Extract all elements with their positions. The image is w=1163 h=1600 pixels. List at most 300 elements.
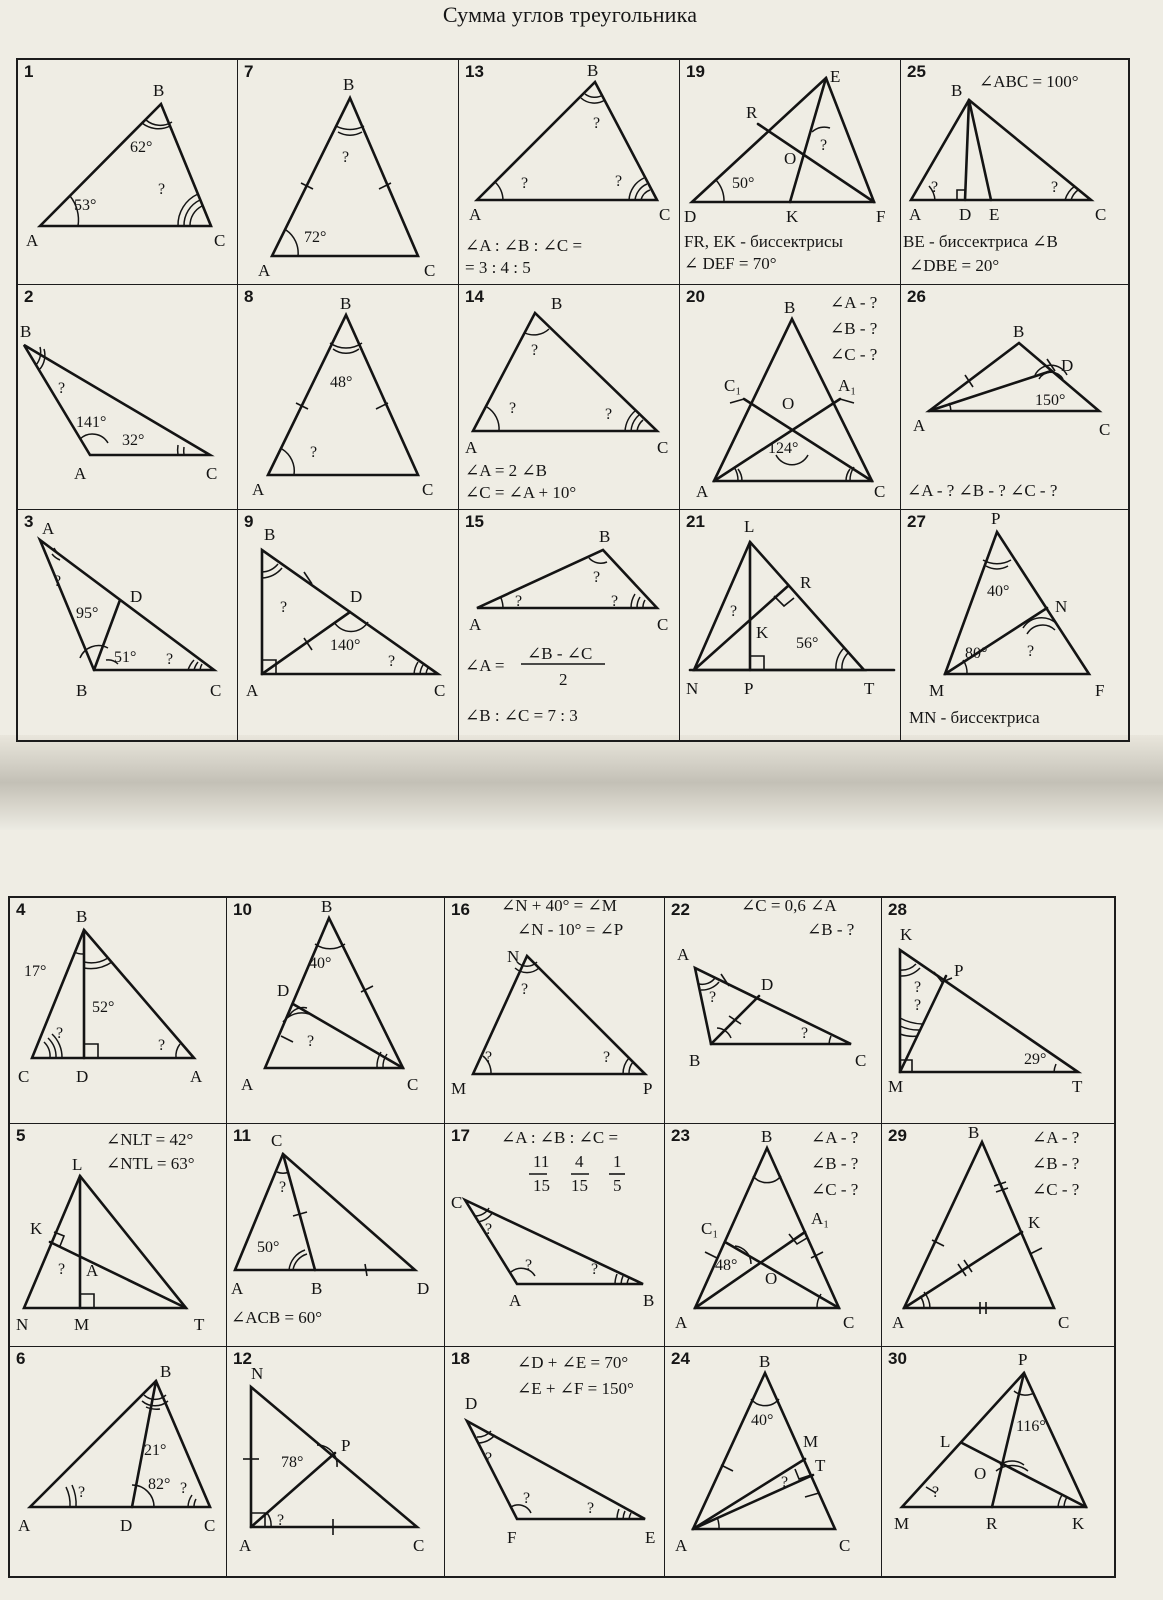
vertex-label: C: [1095, 205, 1107, 224]
vertex-label: P: [954, 961, 964, 980]
vertex-label: C: [451, 1193, 463, 1212]
vertex-label: C: [206, 464, 218, 483]
problem-number: 7: [244, 62, 254, 81]
condition-text: ∠C = 0,6 ∠A: [741, 898, 837, 915]
problem-13: [459, 60, 680, 285]
angle-label: ?: [485, 1049, 493, 1066]
vertex-label: B: [761, 1127, 773, 1146]
condition-text: 5: [613, 1176, 622, 1195]
angle-label: ?: [615, 173, 623, 190]
vertex-label: A: [231, 1279, 244, 1298]
vertex-label: L: [72, 1155, 83, 1174]
triangle-diagram: [10, 898, 226, 1123]
condition-text: MN - биссектриса: [909, 708, 1040, 727]
condition-text: ∠A : ∠B : ∠C =: [465, 236, 583, 255]
condition-text: ∠A - ?: [811, 1128, 859, 1147]
triangle-diagram: [238, 510, 458, 740]
vertex-label: C: [657, 615, 669, 634]
condition-text: ∠B - ∠C: [527, 644, 593, 663]
problem-number: 11: [233, 1126, 251, 1145]
vertex-label: C: [424, 261, 436, 280]
angle-label: ?: [78, 1484, 86, 1501]
vertex-label: P: [341, 1436, 351, 1455]
vertex-label: A₁: [811, 1209, 830, 1228]
problem-1: [18, 60, 238, 285]
vertex-label: B: [264, 525, 276, 544]
vertex-label: B: [968, 1124, 980, 1142]
vertex-label: D: [417, 1279, 430, 1298]
vertex-label: R: [746, 103, 758, 122]
problem-22: [665, 898, 882, 1124]
condition-text: ∠ABC = 100°: [979, 72, 1079, 91]
vertex-label: B: [160, 1362, 172, 1381]
vertex-label: K: [786, 207, 799, 226]
vertex-label: A: [892, 1313, 905, 1332]
angle-label: 116°: [1016, 1418, 1046, 1435]
problem-number: 21: [686, 512, 705, 531]
condition-text: ∠N - 10° = ∠P: [517, 920, 624, 939]
vertex-label: K: [900, 925, 913, 944]
vertex-label: B: [551, 294, 563, 313]
angle-label: ?: [515, 593, 523, 610]
angle-label: ?: [931, 179, 939, 196]
vertex-label: B: [343, 75, 355, 94]
angle-label: 124°: [768, 440, 799, 457]
vertex-label: B: [759, 1352, 771, 1371]
vertex-label: C: [1099, 420, 1111, 439]
condition-text: 4: [575, 1152, 584, 1171]
problem-11: [227, 1124, 445, 1347]
triangle-diagram: [227, 1347, 444, 1576]
vertex-label: B: [153, 81, 165, 100]
vertex-label: T: [864, 679, 875, 698]
triangle-diagram: [238, 60, 458, 284]
problem-16: [445, 898, 665, 1124]
vertex-label: C: [874, 482, 886, 501]
vertex-label: A: [509, 1291, 522, 1310]
angle-label: ?: [56, 1025, 64, 1042]
angle-label: 48°: [715, 1257, 738, 1274]
condition-text: ∠E + ∠F = 150°: [517, 1379, 634, 1398]
angle-label: ?: [277, 1512, 285, 1529]
vertex-label: A: [909, 205, 922, 224]
angle-label: ?: [914, 997, 922, 1014]
condition-text: ∠B - ?: [830, 319, 878, 338]
vertex-label: K: [30, 1219, 43, 1238]
vertex-label: B: [76, 681, 88, 700]
vertex-label: A: [252, 480, 265, 499]
triangle-diagram: [882, 898, 1114, 1123]
vertex-label: C: [434, 681, 446, 700]
vertex-label: C: [855, 1051, 867, 1070]
condition-text: ∠NLT = 42°: [106, 1130, 194, 1149]
condition-text: ∠C - ?: [1032, 1180, 1080, 1199]
triangle-diagram: [18, 285, 237, 509]
vertex-label: C: [413, 1536, 425, 1555]
condition-text: 2: [559, 670, 568, 689]
triangle-diagram: [227, 898, 444, 1123]
problem-number: 28: [888, 900, 907, 919]
problem-number: 17: [451, 1126, 470, 1145]
problem-number: 23: [671, 1126, 690, 1145]
angle-label: 72°: [304, 229, 327, 246]
vertex-label: A: [74, 464, 87, 483]
problem-17: [445, 1124, 665, 1347]
angle-label: ?: [279, 1179, 287, 1196]
problem-9: [238, 510, 459, 740]
angle-label: ?: [58, 380, 66, 397]
triangle-diagram: [10, 1347, 226, 1576]
vertex-label: N: [1055, 597, 1068, 616]
condition-text: ∠ACB = 60°: [231, 1308, 323, 1327]
vertex-label: B: [951, 81, 963, 100]
vertex-label: C: [204, 1516, 216, 1535]
vertex-label: A₁: [838, 376, 857, 395]
vertex-label: E: [989, 205, 1000, 224]
angle-label: ?: [603, 1049, 611, 1066]
condition-text: 15: [571, 1176, 588, 1195]
angle-label: ?: [485, 1221, 493, 1238]
vertex-label: B: [689, 1051, 701, 1070]
problem-29: [882, 1124, 1114, 1347]
vertex-label: L: [744, 517, 755, 536]
condition-text: ∠B - ?: [1032, 1154, 1080, 1173]
condition-text: 11: [533, 1152, 550, 1171]
condition-text: ∠B - ?: [811, 1154, 859, 1173]
condition-text: ∠DBE = 20°: [909, 256, 1000, 275]
triangle-diagram: [901, 285, 1128, 509]
vertex-label: N: [16, 1315, 29, 1334]
angle-label: ?: [591, 1261, 599, 1278]
vertex-label: A: [239, 1536, 252, 1555]
triangle-diagram: [445, 1124, 664, 1346]
condition-text: ∠ DEF = 70°: [684, 254, 777, 273]
triangle-diagram: [882, 1347, 1114, 1576]
angle-label: ?: [521, 175, 529, 192]
condition-text: ∠A =: [465, 656, 505, 675]
page-fold-shadow: [0, 735, 1163, 830]
angle-label: ?: [180, 1480, 188, 1497]
vertex-label: B: [587, 61, 599, 80]
angle-label: ?: [166, 651, 174, 668]
vertex-label: A: [241, 1075, 254, 1094]
problem-number: 2: [24, 287, 34, 306]
problem-12: [227, 1347, 445, 1576]
vertex-label: E: [645, 1528, 656, 1547]
vertex-label: A: [913, 416, 926, 435]
angle-label: 140°: [330, 637, 361, 654]
condition-text: ∠C - ?: [811, 1180, 859, 1199]
vertex-label: F: [1095, 681, 1105, 700]
vertex-label: F: [507, 1528, 517, 1547]
angle-label: ?: [388, 653, 396, 670]
vertex-label: M: [929, 681, 945, 700]
angle-label: ?: [54, 573, 62, 590]
problem-number: 25: [907, 62, 926, 81]
angle-label: ?: [342, 149, 350, 166]
problem-7: [238, 60, 459, 285]
vertex-label: C: [422, 480, 434, 499]
vertex-label: E: [830, 67, 841, 86]
angle-label: ?: [310, 444, 318, 461]
vertex-label: D: [76, 1067, 89, 1086]
angle-label: 40°: [987, 583, 1010, 600]
vertex-label: M: [894, 1514, 910, 1533]
vertex-label: B: [321, 898, 333, 916]
problem-23: [665, 1124, 882, 1347]
problem-number: 1: [24, 62, 34, 81]
vertex-label: O: [765, 1269, 778, 1288]
vertex-label: N: [507, 947, 520, 966]
angle-label: ?: [485, 1450, 493, 1467]
problem-5: [10, 1124, 227, 1347]
problem-26: [901, 285, 1128, 510]
vertex-label: P: [1018, 1350, 1028, 1369]
vertex-label: F: [876, 207, 886, 226]
angle-label: ?: [914, 979, 922, 996]
problem-number: 27: [907, 512, 926, 531]
vertex-label: A: [465, 438, 478, 457]
problem-25: [901, 60, 1128, 285]
angle-label: 62°: [130, 139, 153, 156]
angle-label: ?: [730, 603, 738, 620]
vertex-label: O: [782, 394, 795, 413]
angle-label: 50°: [732, 175, 755, 192]
angle-label: ?: [158, 181, 166, 198]
angle-label: ?: [1051, 179, 1059, 196]
problem-number: 15: [465, 512, 484, 531]
angle-label: ?: [509, 400, 517, 417]
condition-text: ∠C = ∠A + 10°: [465, 483, 577, 502]
problem-30: [882, 1347, 1114, 1576]
condition-text: ∠A - ? ∠B - ? ∠C - ?: [907, 481, 1058, 500]
problem-number: 24: [671, 1349, 690, 1368]
worksheet-top-grid: [16, 58, 1130, 742]
problem-number: 6: [16, 1349, 26, 1368]
vertex-label: D: [959, 205, 972, 224]
vertex-label: A: [26, 231, 39, 250]
vertex-label: M: [451, 1079, 467, 1098]
page-title: Сумма углов треугольника: [442, 2, 698, 27]
problem-15: [459, 510, 680, 740]
angle-label: 21°: [144, 1442, 167, 1459]
vertex-label: B: [20, 322, 32, 341]
vertex-label: C: [271, 1131, 283, 1150]
vertex-label: B: [76, 907, 88, 926]
vertex-label: C: [210, 681, 222, 700]
problem-14: [459, 285, 680, 510]
problem-number: 22: [671, 900, 690, 919]
angle-label: ?: [280, 599, 288, 616]
triangle-diagram: [18, 510, 237, 740]
vertex-label: C: [214, 231, 226, 250]
angle-label: 17°: [24, 963, 47, 980]
problem-number: 19: [686, 62, 705, 81]
problem-number: 3: [24, 512, 34, 531]
condition-text: ∠A = 2 ∠B: [465, 461, 548, 480]
problem-10: [227, 898, 445, 1124]
problem-number: 20: [686, 287, 705, 306]
angle-label: 48°: [330, 374, 353, 391]
problem-8: [238, 285, 459, 510]
condition-text: = 3 : 4 : 5: [465, 258, 531, 277]
angle-label: ?: [531, 342, 539, 359]
vertex-label: D: [761, 975, 774, 994]
problem-number: 30: [888, 1349, 907, 1368]
vertex-label: C: [18, 1067, 30, 1086]
vertex-label: A: [677, 945, 690, 964]
problem-number: 18: [451, 1349, 470, 1368]
angle-label: ?: [587, 1500, 595, 1517]
vertex-label: A: [246, 681, 259, 700]
problem-20: [680, 285, 901, 510]
problem-21: [680, 510, 901, 740]
vertex-label: C: [657, 438, 669, 457]
vertex-label: D: [684, 207, 697, 226]
vertex-label: A: [42, 519, 55, 538]
problem-number: 14: [465, 287, 484, 306]
vertex-label: B: [340, 294, 352, 313]
angle-label: ?: [523, 1490, 531, 1507]
condition-text: 1: [613, 1152, 622, 1171]
vertex-label: C: [1058, 1313, 1070, 1332]
angle-label: 78°: [281, 1454, 304, 1471]
problem-number: 13: [465, 62, 484, 81]
vertex-label: N: [686, 679, 699, 698]
problem-24: [665, 1347, 882, 1576]
vertex-label: R: [800, 573, 812, 592]
angle-label: ?: [801, 1025, 809, 1042]
vertex-label: B: [784, 298, 796, 317]
angle-label: 82°: [148, 1476, 171, 1493]
condition-text: ∠B : ∠C = 7 : 3: [465, 706, 578, 725]
vertex-label: C: [839, 1536, 851, 1555]
vertex-label: D: [465, 1394, 478, 1413]
vertex-label: P: [744, 679, 754, 698]
angle-label: 56°: [796, 635, 819, 652]
condition-text: BE - биссектриса ∠B: [903, 232, 1058, 251]
problem-28: [882, 898, 1114, 1124]
vertex-label: T: [194, 1315, 205, 1334]
angle-label: 80°: [965, 645, 988, 662]
problem-number: 10: [233, 900, 252, 919]
triangle-diagram: [18, 60, 237, 284]
vertex-label: A: [469, 205, 482, 224]
vertex-label: C₁: [701, 1219, 719, 1238]
angle-label: ?: [307, 1033, 315, 1050]
angle-label: ?: [1027, 643, 1035, 660]
vertex-label: T: [815, 1456, 826, 1475]
problem-number: 9: [244, 512, 254, 531]
angle-label: ?: [605, 406, 613, 423]
vertex-label: D: [120, 1516, 133, 1535]
vertex-label: A: [258, 261, 271, 280]
angle-label: ?: [58, 1261, 66, 1278]
problem-number: 4: [16, 900, 26, 919]
angle-label: ?: [709, 989, 717, 1006]
angle-label: ?: [611, 593, 619, 610]
problem-number: 12: [233, 1349, 252, 1368]
angle-label: ?: [158, 1037, 166, 1054]
vertex-label: A: [190, 1067, 203, 1086]
problem-number: 5: [16, 1126, 26, 1145]
vertex-label: M: [803, 1432, 819, 1451]
vertex-label: O: [784, 149, 797, 168]
angle-label: 53°: [74, 197, 97, 214]
condition-text: FR, EK - биссектрисы: [684, 232, 843, 251]
vertex-label: P: [643, 1079, 653, 1098]
condition-text: ∠A : ∠B : ∠C =: [501, 1128, 619, 1147]
vertex-label: A: [469, 615, 482, 634]
vertex-label: C: [659, 205, 671, 224]
angle-label: ?: [593, 569, 601, 586]
vertex-label: C₁: [724, 376, 742, 395]
angle-label: 141°: [76, 414, 107, 431]
angle-label: ?: [820, 137, 828, 154]
condition-text: ∠A - ?: [1032, 1128, 1080, 1147]
vertex-label: P: [991, 510, 1001, 528]
problem-2: [18, 285, 238, 510]
vertex-label: A: [696, 482, 709, 501]
angle-label: 29°: [1024, 1051, 1047, 1068]
problem-number: 29: [888, 1126, 907, 1145]
vertex-label: D: [130, 587, 143, 606]
vertex-label: N: [251, 1364, 264, 1383]
vertex-label: K: [1028, 1213, 1041, 1232]
triangle-diagram: [665, 1347, 881, 1576]
vertex-label: A: [18, 1516, 31, 1535]
condition-text: ∠N + 40° = ∠M: [501, 898, 617, 915]
triangle-diagram: [901, 510, 1128, 740]
triangle-diagram: [238, 285, 458, 509]
angle-label: 52°: [92, 999, 115, 1016]
vertex-label: L: [940, 1432, 951, 1451]
vertex-label: C: [407, 1075, 419, 1094]
problem-27: [901, 510, 1128, 740]
vertex-label: B: [643, 1291, 655, 1310]
angle-label: ?: [521, 981, 529, 998]
angle-label: ?: [525, 1257, 533, 1274]
vertex-label: M: [74, 1315, 90, 1334]
problem-18: [445, 1347, 665, 1576]
vertex-label: A: [675, 1536, 688, 1555]
vertex-label: K: [756, 623, 769, 642]
condition-text: ∠B - ?: [807, 920, 855, 939]
vertex-label: T: [1072, 1077, 1083, 1096]
vertex-label: D: [277, 981, 290, 1000]
angle-label: ?: [781, 1474, 789, 1491]
condition-text: ∠C - ?: [830, 345, 878, 364]
angle-label: ?: [593, 115, 601, 132]
vertex-label: K: [1072, 1514, 1085, 1533]
problem-3: [18, 510, 238, 740]
vertex-label: M: [888, 1077, 904, 1096]
angle-label: 40°: [751, 1412, 774, 1429]
vertex-label: O: [974, 1464, 987, 1483]
worksheet-bottom-grid: [8, 896, 1116, 1578]
angle-label: 32°: [122, 432, 145, 449]
vertex-label: B: [1013, 322, 1025, 341]
angle-label: 40°: [309, 955, 332, 972]
condition-text: ∠A - ?: [830, 293, 878, 312]
problem-number: 16: [451, 900, 470, 919]
angle-label: ?: [932, 1484, 940, 1501]
vertex-label: C: [843, 1313, 855, 1332]
vertex-label: R: [986, 1514, 998, 1533]
vertex-label: B: [599, 527, 611, 546]
vertex-label: B: [311, 1279, 323, 1298]
vertex-label: D: [1061, 356, 1074, 375]
